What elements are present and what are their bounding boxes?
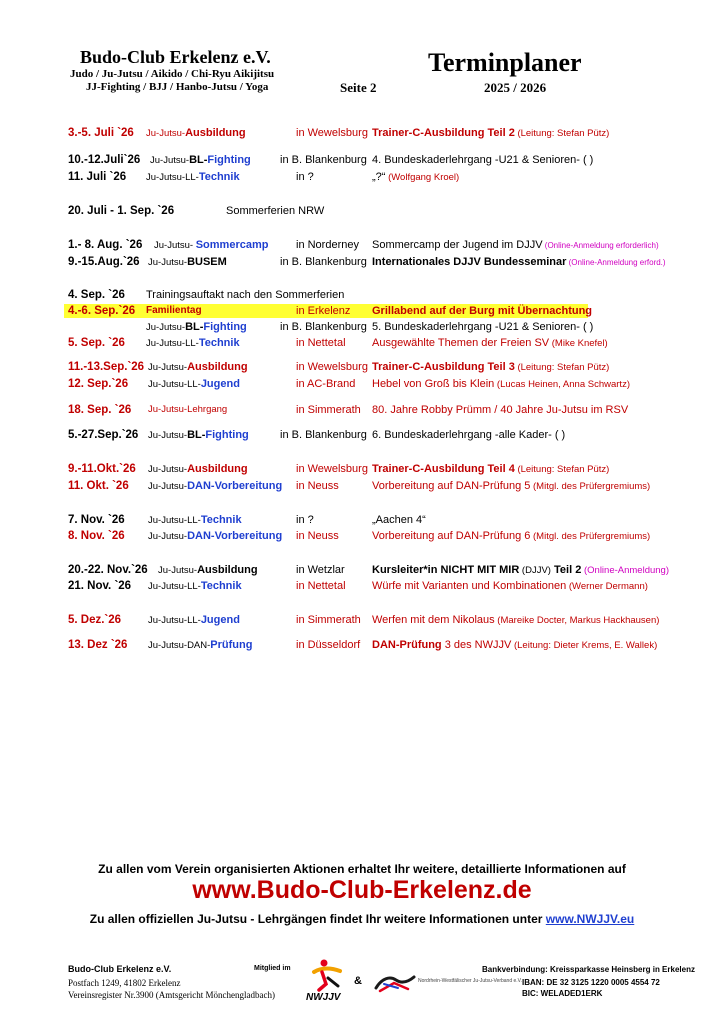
event-type: Ju-Jutsu-Ausbildung — [146, 127, 246, 139]
table-row — [0, 638, 724, 652]
nwjjv-logo-text: NWJJV — [306, 992, 341, 1003]
table-row — [0, 360, 724, 374]
nwjjv-link[interactable]: www.NWJJV.eu — [545, 912, 635, 926]
bank-line: Bankverbindung: Kreissparkasse Heinsberg in Erkelenz — [482, 965, 695, 974]
table-row — [0, 403, 724, 417]
event-type: Ju-Jutsu-BL-Fighting — [148, 429, 249, 441]
event-location: in Neuss — [296, 530, 339, 542]
event-date: 9.-11.Okt.`26 — [68, 463, 136, 475]
event-type: Ju-Jutsu-DAN-Prüfung — [148, 639, 253, 651]
table-row — [0, 288, 724, 302]
event-location: in Wetzlar — [296, 564, 345, 576]
event-location: in Neuss — [296, 480, 339, 492]
event-type: Ju-Jutsu-LL-Technik — [148, 514, 242, 526]
page-number: Seite 2 — [340, 80, 377, 95]
event-date: 12. Sep.`26 — [68, 378, 129, 390]
event-description: Hebel von Groß bis Klein (Lucas Heinen, Anna Schwartz) — [372, 378, 630, 390]
event-description: Kursleiter*in NICHT MIT MIR (DJJV) Teil 2 (Online-Anmeldung) — [372, 564, 669, 576]
footer-info-line-2: Zu allen offiziellen Ju-Jutsu - Lehrgängen findet Ihr weitere Informationen unter www.NWJJV.eu — [89, 912, 635, 926]
footer-info-line: Zu allen vom Verein organisierten Aktionen erhaltet Ihr weitere, detaillierte Informationen auf — [98, 862, 626, 876]
table-row — [0, 170, 724, 184]
event-description: 80. Jahre Robby Prümm / 40 Jahre Ju-Jutsu im RSV — [372, 404, 629, 416]
event-location: in B. Blankenburg — [280, 429, 367, 441]
season: 2025 / 2026 — [484, 80, 547, 95]
event-type: Ju-Jutsu-LL-Technik — [146, 337, 240, 349]
event-date: 8. Nov. `26 — [68, 530, 125, 542]
table-row — [0, 320, 724, 334]
table-row — [0, 529, 724, 543]
event-description: Trainer-C-Ausbildung Teil 4 (Leitung: Stefan Pütz) — [372, 463, 610, 475]
event-description: Sommerferien NRW — [226, 205, 325, 217]
event-description: Vorbereitung auf DAN-Prüfung 6 (Mitgl. des Prüfergremiums) — [372, 530, 651, 542]
table-row — [0, 377, 724, 391]
event-location: in AC-Brand — [296, 378, 356, 390]
event-date: 13. Dez `26 — [68, 639, 128, 651]
federation-text: Nordrhein-Westfälischer Ju-Jutsu-Verband e.V. — [418, 978, 522, 984]
event-date: 11.-13.Sep.`26 — [68, 361, 145, 373]
event-type: Ju-Jutsu-Ausbildung — [148, 463, 248, 475]
event-description: „?“ (Wolfgang Kroel) — [372, 171, 460, 183]
member-label: Mitglied im — [254, 965, 291, 972]
table-row — [0, 153, 724, 167]
bic: BIC: WELADED1ERK — [522, 989, 603, 998]
event-type: Ju-Jutsu-DAN-Vorbereitung — [148, 480, 283, 492]
event-description: Ausgewählte Themen der Freien SV (Mike Knefel) — [372, 337, 608, 349]
event-location: in Simmerath — [296, 404, 361, 416]
iban: IBAN: DE 32 3125 1220 0005 4554 72 — [522, 978, 660, 987]
event-type: Familientag — [146, 305, 202, 316]
club-name: Budo-Club Erkelenz e.V. — [80, 47, 271, 67]
event-description: „Aachen 4“ — [372, 514, 426, 526]
table-row — [0, 126, 724, 140]
event-location: in B. Blankenburg — [280, 154, 367, 166]
event-description: 5. Bundeskaderlehrgang -U21 & Senioren- ( ) — [372, 321, 594, 333]
event-location: in Norderney — [296, 239, 359, 251]
table-row — [0, 238, 724, 252]
table-row — [0, 462, 724, 476]
event-type: Ju-Jutsu- Sommercamp — [154, 239, 269, 251]
table-row — [0, 613, 724, 627]
event-description: Würfe mit Varianten und Kombinationen (Werner Dermann) — [372, 580, 648, 592]
event-type: Ju-Jutsu-Lehrgang — [148, 404, 228, 415]
event-description: Grillabend auf der Burg mit Übernachtung — [372, 305, 593, 317]
page-title: Terminplaner — [428, 48, 582, 77]
event-date: 18. Sep. `26 — [68, 404, 132, 416]
event-location: in Wewelsburg — [296, 127, 368, 139]
event-date: 4. Sep. `26 — [68, 289, 125, 301]
address-name: Budo-Club Erkelenz e.V. — [68, 964, 172, 974]
table-row — [0, 428, 724, 442]
event-location: in Wewelsburg — [296, 361, 368, 373]
event-description: 4. Bundeskaderlehrgang -U21 & Senioren- ( ) — [372, 154, 594, 166]
table-row — [0, 513, 724, 527]
table-row — [0, 336, 724, 350]
event-type: Ju-Jutsu-LL-Technik — [148, 580, 242, 592]
event-description: Trainingsauftakt nach den Sommerferien — [146, 289, 345, 301]
event-date: 7. Nov. `26 — [68, 514, 125, 526]
event-type: Ju-Jutsu-BL-Fighting — [146, 321, 247, 333]
event-location: in Nettetal — [296, 580, 346, 592]
event-description: Trainer-C-Ausbildung Teil 3 (Leitung: Stefan Pütz) — [372, 361, 610, 373]
table-row — [0, 204, 724, 218]
event-date: 5. Dez.`26 — [68, 614, 122, 626]
table-row — [0, 479, 724, 493]
event-type: Ju-Jutsu-LL-Jugend — [148, 378, 240, 390]
event-date: 21. Nov. `26 — [68, 580, 132, 592]
event-type: Ju-Jutsu-DAN-Vorbereitung — [148, 530, 283, 542]
event-location: in B. Blankenburg — [280, 256, 367, 268]
disciplines-line-2: JJ-Fighting / BJJ / Hanbo-Jutsu / Yoga — [86, 81, 269, 93]
event-location: in Erkelenz — [296, 305, 351, 317]
event-description: Sommercamp der Jugend im DJJV (Online-Anmeldung erforderlich) — [372, 239, 659, 251]
event-date: 10.-12.Juli`26 — [68, 154, 141, 166]
event-date: 4.-6. Sep.`26 — [68, 305, 136, 317]
event-date: 11. Juli `26 — [68, 171, 127, 183]
table-row-highlighted — [64, 304, 593, 318]
ampersand: & — [354, 975, 362, 987]
disciplines-line-1: Judo / Ju-Jutsu / Aikido / Chi-Ryu Aikijitsu — [70, 68, 275, 80]
event-location: in Wewelsburg — [296, 463, 368, 475]
event-type: Ju-Jutsu-LL-Technik — [146, 171, 240, 183]
event-date: 9.-15.Aug.`26 — [68, 256, 140, 268]
event-description: Werfen mit dem Nikolaus (Mareike Docter, Markus Hackhausen) — [372, 614, 660, 626]
event-type: Ju-Jutsu-LL-Jugend — [148, 614, 240, 626]
federation-logo — [374, 974, 416, 999]
event-description: Internationales DJJV Bundesseminar (Online-Anmeldung erford.) — [372, 256, 666, 268]
event-location: in ? — [296, 514, 314, 526]
event-type: Ju-Jutsu-BL-Fighting — [150, 154, 251, 166]
table-row — [0, 563, 724, 577]
address-line-2: Vereinsregister Nr.3900 (Amtsgericht Mönchengladbach) — [68, 990, 275, 1000]
event-date: 1.- 8. Aug. `26 — [68, 239, 143, 251]
event-location: in Düsseldorf — [296, 639, 361, 651]
club-website-link[interactable]: www.Budo-Club-Erkelenz.de — [192, 876, 532, 904]
event-description: 6. Bundeskaderlehrgang -alle Kader- ( ) — [372, 429, 566, 441]
event-type: Ju-Jutsu-Ausbildung — [158, 564, 258, 576]
table-row — [0, 255, 724, 269]
event-date: 11. Okt. `26 — [68, 480, 129, 492]
event-date: 3.-5. Juli `26 — [68, 127, 134, 139]
event-location: in B. Blankenburg — [280, 321, 367, 333]
address-line-1: Postfach 1249, 41802 Erkelenz — [68, 978, 181, 988]
event-date: 20. Juli - 1. Sep. `26 — [68, 205, 175, 217]
event-date: 20.-22. Nov.`26 — [68, 564, 148, 576]
event-description: DAN-Prüfung 3 des NWJJV (Leitung: Dieter Krems, E. Wallek) — [372, 639, 658, 651]
event-type: Ju-Jutsu-BUSEM — [148, 256, 227, 268]
event-location: in Simmerath — [296, 614, 361, 626]
event-description: Trainer-C-Ausbildung Teil 2 (Leitung: Stefan Pütz) — [372, 127, 610, 139]
event-description: Vorbereitung auf DAN-Prüfung 5 (Mitgl. des Prüfergremiums) — [372, 480, 651, 492]
event-type: Ju-Jutsu-Ausbildung — [148, 361, 248, 373]
table-row — [0, 579, 724, 593]
event-date: 5. Sep. `26 — [68, 337, 125, 349]
event-location: in ? — [296, 171, 314, 183]
event-date: 5.-27.Sep.`26 — [68, 429, 139, 441]
event-location: in Nettetal — [296, 337, 346, 349]
